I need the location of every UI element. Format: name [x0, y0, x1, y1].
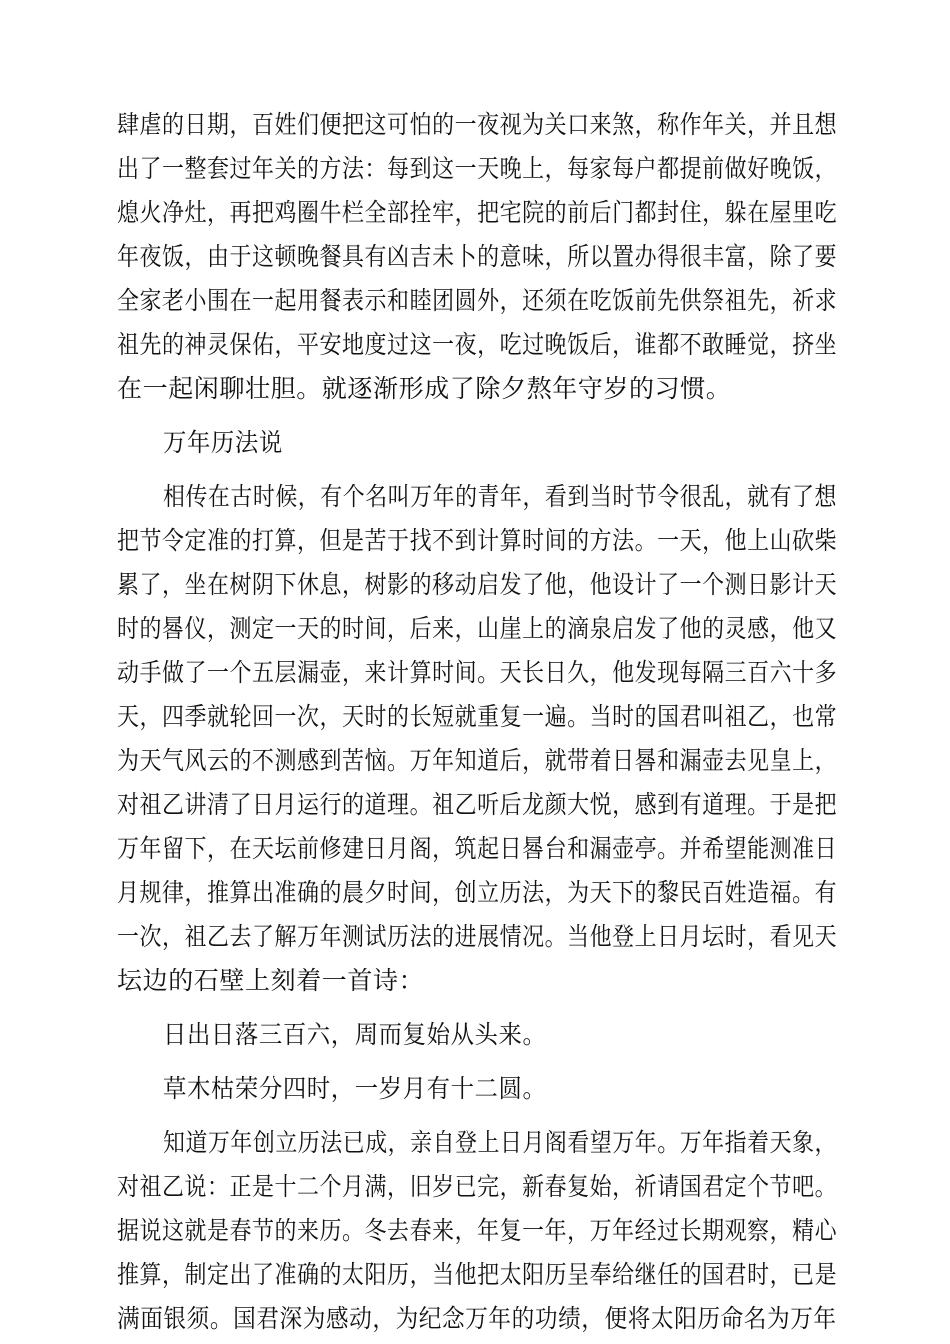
paragraph-1-line-1: 肆虐的日期，百姓们便把这可怕的一夜视为关口来煞，称作年关，并且想	[117, 110, 838, 139]
paragraph-1-line-2: 出了一整套过年关的方法：每到这一天晚上，每家每户都提前做好晚饭，	[117, 154, 838, 183]
poem-line-2: 草木枯荣分四时，一岁月有十二圆。	[163, 1074, 547, 1103]
paragraph-3-line-3: 据说这就是春节的来历。冬去春来，年复一年，万年经过长期观察，精心	[117, 1216, 838, 1245]
paragraph-2-line-9: 万年留下，在天坛前修建日月阁，筑起日晷台和漏壶亭。并希望能测准日	[117, 834, 838, 863]
paragraph-2-line-11: 一次，祖乙去了解万年测试历法的进展情况。当他登上日月坛时，看见天	[117, 922, 838, 951]
paragraph-2-line-6: 天，四季就轮回一次，天时的长短就重复一遍。当时的国君叫祖乙，也常	[117, 702, 838, 731]
paragraph-2-line-7: 为天气风云的不测感到苦恼。万年知道后，就带着日晷和漏壶去见皇上，	[117, 746, 838, 775]
paragraph-1-line-7: 在一起闲聊壮胆。就逐渐形成了除夕熬年守岁的习惯。	[117, 374, 732, 403]
paragraph-1-line-3: 熄火净灶，再把鸡圈牛栏全部拴牢，把宅院的前后门都封住，躲在屋里吃	[117, 198, 838, 227]
section-heading: 万年历法说	[163, 428, 283, 457]
paragraph-2-line-3: 累了，坐在树阴下休息，树影的移动启发了他，他设计了一个测日影计天	[117, 570, 838, 599]
paragraph-2-line-2: 把节令定准的打算，但是苦于找不到计算时间的方法。一天，他上山砍柴	[117, 526, 838, 555]
paragraph-3-line-5: 满面银须。国君深为感动，为纪念万年的功绩，便将太阳历命名为万年	[117, 1304, 837, 1333]
paragraph-1-line-5: 全家老小围在一起用餐表示和睦团圆外，还须在吃饭前先供祭祖先，祈求	[117, 286, 838, 315]
paragraph-3-line-4: 推算，制定出了准确的太阳历，当他把太阳历呈奉给继任的国君时，已是	[117, 1260, 838, 1289]
paragraph-2-line-10: 月规律，推算出准确的晨夕时间，创立历法，为天下的黎民百姓造福。有	[117, 878, 838, 907]
poem-line-1: 日出日落三百六，周而复始从头来。	[163, 1020, 547, 1049]
paragraph-3-line-1: 知道万年创立历法已成，亲自登上日月阁看望万年。万年指着天象，	[163, 1128, 838, 1157]
paragraph-2-line-1: 相传在古时候，有个名叫万年的青年，看到当时节令很乱，就有了想	[163, 482, 838, 511]
paragraph-2-line-12: 坛边的石壁上刻着一首诗：	[117, 966, 425, 995]
paragraph-2-line-4: 时的晷仪，测定一天的时间，后来，山崖上的滴泉启发了他的灵感，他又	[117, 614, 838, 643]
paragraph-1-line-6: 祖先的神灵保佑，平安地度过这一夜，吃过晚饭后，谁都不敢睡觉，挤坐	[117, 330, 838, 359]
paragraph-2-line-5: 动手做了一个五层漏壶，来计算时间。天长日久，他发现每隔三百六十多	[117, 658, 838, 687]
paragraph-2-line-8: 对祖乙讲清了日月运行的道理。祖乙听后龙颜大悦，感到有道理。于是把	[117, 790, 838, 819]
paragraph-1-line-4: 年夜饭，由于这顿晚餐具有凶吉未卜的意味，所以置办得很丰富，除了要	[117, 242, 838, 271]
paragraph-3-line-2: 对祖乙说：正是十二个月满，旧岁已完，新春复始，祈请国君定个节吧。	[117, 1172, 838, 1201]
